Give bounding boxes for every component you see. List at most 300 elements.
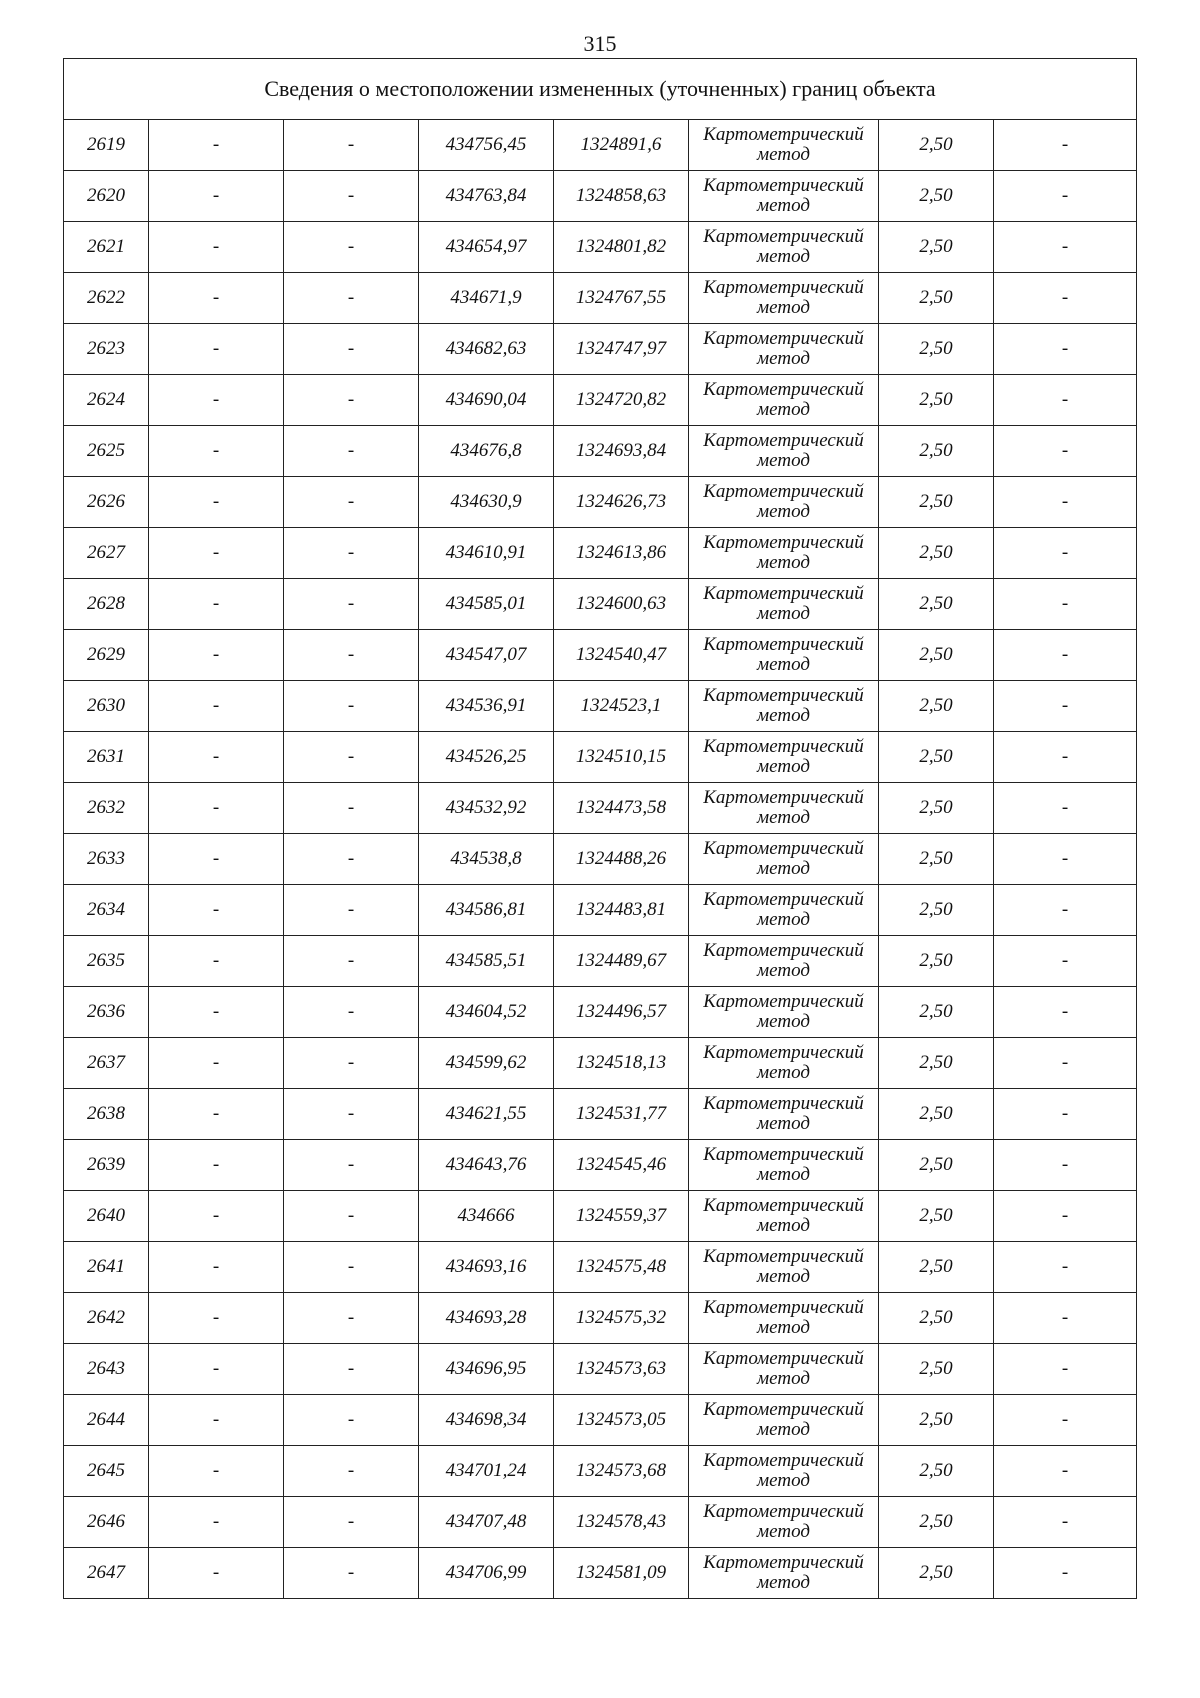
accuracy-cell: 2,50 — [879, 732, 994, 783]
x-coordinate-cell: 434701,24 — [419, 1446, 554, 1497]
point-number-cell: 2645 — [64, 1446, 149, 1497]
method-line-1: Картометрический — [703, 481, 864, 502]
method-line-2: метод — [757, 195, 810, 216]
empty-value-cell: - — [149, 630, 284, 681]
table-row — [64, 375, 1137, 426]
x-coordinate-cell: 434526,25 — [419, 732, 554, 783]
accuracy-cell: 2,50 — [879, 171, 994, 222]
point-number-cell: 2636 — [64, 987, 149, 1038]
method-line-2: метод — [757, 960, 810, 981]
y-coordinate-cell: 1324858,63 — [554, 171, 689, 222]
note-cell: - — [994, 1089, 1137, 1140]
note-cell: - — [994, 783, 1137, 834]
table-row — [64, 1140, 1137, 1191]
empty-value-cell: - — [284, 732, 419, 783]
point-number-cell: 2640 — [64, 1191, 149, 1242]
method-line-1: Картометрический — [703, 1297, 864, 1318]
point-number-cell: 2625 — [64, 426, 149, 477]
method-cell — [689, 1140, 879, 1191]
accuracy-cell: 2,50 — [879, 885, 994, 936]
table-row — [64, 1293, 1137, 1344]
method-cell — [689, 834, 879, 885]
note-cell: - — [994, 1293, 1137, 1344]
x-coordinate-cell: 434604,52 — [419, 987, 554, 1038]
y-coordinate-cell: 1324523,1 — [554, 681, 689, 732]
x-coordinate-cell: 434538,8 — [419, 834, 554, 885]
y-coordinate-cell: 1324891,6 — [554, 120, 689, 171]
table-row — [64, 834, 1137, 885]
accuracy-cell: 2,50 — [879, 1395, 994, 1446]
x-coordinate-cell: 434696,95 — [419, 1344, 554, 1395]
y-coordinate-cell: 1324720,82 — [554, 375, 689, 426]
table-title-row — [64, 59, 1137, 120]
table-row — [64, 579, 1137, 630]
method-line-1: Картометрический — [703, 634, 864, 655]
accuracy-cell: 2,50 — [879, 528, 994, 579]
y-coordinate-cell: 1324483,81 — [554, 885, 689, 936]
method-cell — [689, 120, 879, 171]
method-line-2: метод — [757, 1419, 810, 1440]
method-line-1: Картометрический — [703, 277, 864, 298]
note-cell: - — [994, 630, 1137, 681]
empty-value-cell: - — [284, 579, 419, 630]
y-coordinate-cell: 1324575,32 — [554, 1293, 689, 1344]
empty-value-cell: - — [284, 171, 419, 222]
note-cell: - — [994, 273, 1137, 324]
empty-value-cell: - — [149, 834, 284, 885]
method-line-2: метод — [757, 144, 810, 165]
method-line-2: метод — [757, 501, 810, 522]
method-line-2: метод — [757, 399, 810, 420]
point-number-cell: 2647 — [64, 1548, 149, 1599]
method-cell — [689, 222, 879, 273]
accuracy-cell: 2,50 — [879, 1446, 994, 1497]
x-coordinate-cell: 434585,51 — [419, 936, 554, 987]
point-number-cell: 2633 — [64, 834, 149, 885]
empty-value-cell: - — [284, 375, 419, 426]
method-cell — [689, 1293, 879, 1344]
method-line-2: метод — [757, 1113, 810, 1134]
method-line-1: Картометрический — [703, 1399, 864, 1420]
table-title: Сведения о местоположении измененных (уточненных) границ объекта — [64, 59, 1137, 120]
table-row — [64, 1038, 1137, 1089]
note-cell: - — [994, 528, 1137, 579]
point-number-cell: 2628 — [64, 579, 149, 630]
method-cell — [689, 1089, 879, 1140]
method-line-1: Картометрический — [703, 226, 864, 247]
note-cell: - — [994, 120, 1137, 171]
y-coordinate-cell: 1324575,48 — [554, 1242, 689, 1293]
empty-value-cell: - — [149, 1446, 284, 1497]
table-row — [64, 885, 1137, 936]
point-number-cell: 2644 — [64, 1395, 149, 1446]
y-coordinate-cell: 1324573,63 — [554, 1344, 689, 1395]
point-number-cell: 2642 — [64, 1293, 149, 1344]
accuracy-cell: 2,50 — [879, 222, 994, 273]
note-cell: - — [994, 426, 1137, 477]
table-row — [64, 732, 1137, 783]
x-coordinate-cell: 434536,91 — [419, 681, 554, 732]
accuracy-cell: 2,50 — [879, 477, 994, 528]
accuracy-cell: 2,50 — [879, 1191, 994, 1242]
point-number-cell: 2624 — [64, 375, 149, 426]
empty-value-cell: - — [284, 681, 419, 732]
empty-value-cell: - — [284, 222, 419, 273]
point-number-cell: 2623 — [64, 324, 149, 375]
accuracy-cell: 2,50 — [879, 375, 994, 426]
table-row — [64, 1242, 1137, 1293]
table-row — [64, 477, 1137, 528]
method-cell — [689, 1497, 879, 1548]
method-cell — [689, 681, 879, 732]
point-number-cell: 2634 — [64, 885, 149, 936]
empty-value-cell: - — [284, 834, 419, 885]
method-line-1: Картометрический — [703, 838, 864, 859]
y-coordinate-cell: 1324626,73 — [554, 477, 689, 528]
method-cell — [689, 528, 879, 579]
method-line-2: метод — [757, 1011, 810, 1032]
empty-value-cell: - — [284, 1497, 419, 1548]
empty-value-cell: - — [149, 426, 284, 477]
method-line-2: метод — [757, 297, 810, 318]
method-line-2: метод — [757, 858, 810, 879]
method-cell — [689, 630, 879, 681]
method-line-2: метод — [757, 1062, 810, 1083]
x-coordinate-cell: 434532,92 — [419, 783, 554, 834]
empty-value-cell: - — [149, 477, 284, 528]
accuracy-cell: 2,50 — [879, 426, 994, 477]
note-cell: - — [994, 171, 1137, 222]
empty-value-cell: - — [149, 1191, 284, 1242]
method-line-1: Картометрический — [703, 1042, 864, 1063]
y-coordinate-cell: 1324581,09 — [554, 1548, 689, 1599]
point-number-cell: 2630 — [64, 681, 149, 732]
empty-value-cell: - — [149, 579, 284, 630]
method-cell — [689, 1191, 879, 1242]
point-number-cell: 2646 — [64, 1497, 149, 1548]
x-coordinate-cell: 434585,01 — [419, 579, 554, 630]
x-coordinate-cell: 434630,9 — [419, 477, 554, 528]
table-row — [64, 1395, 1137, 1446]
method-cell — [689, 1242, 879, 1293]
point-number-cell: 2629 — [64, 630, 149, 681]
empty-value-cell: - — [284, 1446, 419, 1497]
note-cell: - — [994, 987, 1137, 1038]
note-cell: - — [994, 732, 1137, 783]
method-line-2: метод — [757, 756, 810, 777]
accuracy-cell: 2,50 — [879, 1242, 994, 1293]
x-coordinate-cell: 434706,99 — [419, 1548, 554, 1599]
empty-value-cell: - — [284, 1293, 419, 1344]
accuracy-cell: 2,50 — [879, 1548, 994, 1599]
method-line-1: Картометрический — [703, 532, 864, 553]
table-row — [64, 783, 1137, 834]
point-number-cell: 2632 — [64, 783, 149, 834]
method-line-1: Картометрический — [703, 124, 864, 145]
y-coordinate-cell: 1324545,46 — [554, 1140, 689, 1191]
x-coordinate-cell: 434682,63 — [419, 324, 554, 375]
note-cell: - — [994, 1191, 1137, 1242]
method-line-1: Картометрический — [703, 328, 864, 349]
table-row — [64, 630, 1137, 681]
method-cell — [689, 171, 879, 222]
accuracy-cell: 2,50 — [879, 120, 994, 171]
method-cell — [689, 375, 879, 426]
table-row — [64, 528, 1137, 579]
point-number-cell: 2621 — [64, 222, 149, 273]
method-cell — [689, 477, 879, 528]
table-row — [64, 987, 1137, 1038]
note-cell: - — [994, 1548, 1137, 1599]
empty-value-cell: - — [149, 375, 284, 426]
accuracy-cell: 2,50 — [879, 681, 994, 732]
method-line-1: Картометрический — [703, 1246, 864, 1267]
method-cell — [689, 1446, 879, 1497]
empty-value-cell: - — [284, 936, 419, 987]
x-coordinate-cell: 434690,04 — [419, 375, 554, 426]
y-coordinate-cell: 1324510,15 — [554, 732, 689, 783]
table-body — [64, 120, 1137, 1599]
accuracy-cell: 2,50 — [879, 273, 994, 324]
method-line-2: метод — [757, 807, 810, 828]
y-coordinate-cell: 1324488,26 — [554, 834, 689, 885]
method-line-2: метод — [757, 1164, 810, 1185]
table-row — [64, 1446, 1137, 1497]
empty-value-cell: - — [284, 1395, 419, 1446]
method-line-2: метод — [757, 1368, 810, 1389]
method-cell — [689, 579, 879, 630]
empty-value-cell: - — [149, 1548, 284, 1599]
method-cell — [689, 783, 879, 834]
method-line-1: Картометрический — [703, 685, 864, 706]
empty-value-cell: - — [149, 120, 284, 171]
method-line-2: метод — [757, 1521, 810, 1542]
point-number-cell: 2637 — [64, 1038, 149, 1089]
point-number-cell: 2638 — [64, 1089, 149, 1140]
y-coordinate-cell: 1324578,43 — [554, 1497, 689, 1548]
empty-value-cell: - — [149, 885, 284, 936]
method-line-1: Картометрический — [703, 379, 864, 400]
x-coordinate-cell: 434654,97 — [419, 222, 554, 273]
empty-value-cell: - — [284, 987, 419, 1038]
method-line-2: метод — [757, 1470, 810, 1491]
empty-value-cell: - — [284, 528, 419, 579]
method-line-1: Картометрический — [703, 175, 864, 196]
x-coordinate-cell: 434643,76 — [419, 1140, 554, 1191]
accuracy-cell: 2,50 — [879, 783, 994, 834]
method-line-2: метод — [757, 1266, 810, 1287]
accuracy-cell: 2,50 — [879, 1497, 994, 1548]
table-row — [64, 936, 1137, 987]
accuracy-cell: 2,50 — [879, 1344, 994, 1395]
empty-value-cell: - — [284, 1140, 419, 1191]
x-coordinate-cell: 434707,48 — [419, 1497, 554, 1548]
empty-value-cell: - — [149, 324, 284, 375]
empty-value-cell: - — [149, 1242, 284, 1293]
method-cell — [689, 426, 879, 477]
method-cell — [689, 1344, 879, 1395]
y-coordinate-cell: 1324540,47 — [554, 630, 689, 681]
empty-value-cell: - — [284, 1191, 419, 1242]
method-cell — [689, 1038, 879, 1089]
empty-value-cell: - — [149, 1089, 284, 1140]
method-cell — [689, 885, 879, 936]
method-line-1: Картометрический — [703, 940, 864, 961]
empty-value-cell: - — [149, 528, 284, 579]
note-cell: - — [994, 1140, 1137, 1191]
x-coordinate-cell: 434763,84 — [419, 171, 554, 222]
accuracy-cell: 2,50 — [879, 1089, 994, 1140]
method-line-2: метод — [757, 246, 810, 267]
method-line-1: Картометрический — [703, 736, 864, 757]
note-cell: - — [994, 834, 1137, 885]
x-coordinate-cell: 434756,45 — [419, 120, 554, 171]
point-number-cell: 2622 — [64, 273, 149, 324]
point-number-cell: 2631 — [64, 732, 149, 783]
method-line-1: Картометрический — [703, 583, 864, 604]
method-cell — [689, 1548, 879, 1599]
table-row — [64, 1089, 1137, 1140]
x-coordinate-cell: 434693,28 — [419, 1293, 554, 1344]
method-line-2: метод — [757, 1572, 810, 1593]
boundary-coordinates-table — [63, 58, 1137, 1599]
method-line-2: метод — [757, 450, 810, 471]
note-cell: - — [994, 579, 1137, 630]
point-number-cell: 2643 — [64, 1344, 149, 1395]
empty-value-cell: - — [149, 273, 284, 324]
accuracy-cell: 2,50 — [879, 1293, 994, 1344]
empty-value-cell: - — [284, 630, 419, 681]
note-cell: - — [994, 936, 1137, 987]
method-cell — [689, 1395, 879, 1446]
point-number-cell: 2620 — [64, 171, 149, 222]
accuracy-cell: 2,50 — [879, 1038, 994, 1089]
method-line-1: Картометрический — [703, 1450, 864, 1471]
empty-value-cell: - — [149, 1293, 284, 1344]
empty-value-cell: - — [284, 1089, 419, 1140]
empty-value-cell: - — [284, 1344, 419, 1395]
method-line-1: Картометрический — [703, 1348, 864, 1369]
method-line-2: метод — [757, 1317, 810, 1338]
accuracy-cell: 2,50 — [879, 834, 994, 885]
method-line-2: метод — [757, 348, 810, 369]
y-coordinate-cell: 1324518,13 — [554, 1038, 689, 1089]
point-number-cell: 2641 — [64, 1242, 149, 1293]
method-line-1: Картометрический — [703, 1144, 864, 1165]
x-coordinate-cell: 434610,91 — [419, 528, 554, 579]
y-coordinate-cell: 1324767,55 — [554, 273, 689, 324]
method-cell — [689, 936, 879, 987]
note-cell: - — [994, 375, 1137, 426]
method-cell — [689, 987, 879, 1038]
y-coordinate-cell: 1324613,86 — [554, 528, 689, 579]
point-number-cell: 2627 — [64, 528, 149, 579]
method-line-2: метод — [757, 909, 810, 930]
empty-value-cell: - — [149, 171, 284, 222]
note-cell: - — [994, 1395, 1137, 1446]
note-cell: - — [994, 1242, 1137, 1293]
method-line-1: Картометрический — [703, 1093, 864, 1114]
table-row — [64, 681, 1137, 732]
page-number: 315 — [583, 31, 617, 56]
empty-value-cell: - — [149, 1038, 284, 1089]
method-line-2: метод — [757, 552, 810, 573]
empty-value-cell: - — [284, 426, 419, 477]
method-cell — [689, 273, 879, 324]
accuracy-cell: 2,50 — [879, 630, 994, 681]
x-coordinate-cell: 434693,16 — [419, 1242, 554, 1293]
table-row — [64, 273, 1137, 324]
empty-value-cell: - — [149, 1395, 284, 1446]
table-row — [64, 1344, 1137, 1395]
table-row — [64, 222, 1137, 273]
note-cell: - — [994, 885, 1137, 936]
y-coordinate-cell: 1324473,58 — [554, 783, 689, 834]
method-line-1: Картометрический — [703, 1552, 864, 1573]
table-row — [64, 426, 1137, 477]
method-line-1: Картометрический — [703, 1501, 864, 1522]
accuracy-cell: 2,50 — [879, 987, 994, 1038]
note-cell: - — [994, 222, 1137, 273]
method-line-2: метод — [757, 1215, 810, 1236]
empty-value-cell: - — [149, 222, 284, 273]
empty-value-cell: - — [284, 1242, 419, 1293]
y-coordinate-cell: 1324573,05 — [554, 1395, 689, 1446]
note-cell: - — [994, 1497, 1137, 1548]
note-cell: - — [994, 1038, 1137, 1089]
method-cell — [689, 324, 879, 375]
x-coordinate-cell: 434621,55 — [419, 1089, 554, 1140]
x-coordinate-cell: 434666 — [419, 1191, 554, 1242]
point-number-cell: 2639 — [64, 1140, 149, 1191]
empty-value-cell: - — [149, 1140, 284, 1191]
empty-value-cell: - — [284, 273, 419, 324]
accuracy-cell: 2,50 — [879, 579, 994, 630]
empty-value-cell: - — [149, 681, 284, 732]
empty-value-cell: - — [284, 885, 419, 936]
empty-value-cell: - — [149, 987, 284, 1038]
x-coordinate-cell: 434547,07 — [419, 630, 554, 681]
y-coordinate-cell: 1324489,67 — [554, 936, 689, 987]
empty-value-cell: - — [149, 936, 284, 987]
y-coordinate-cell: 1324496,57 — [554, 987, 689, 1038]
empty-value-cell: - — [149, 1497, 284, 1548]
method-cell — [689, 732, 879, 783]
empty-value-cell: - — [284, 1548, 419, 1599]
point-number-cell: 2619 — [64, 120, 149, 171]
y-coordinate-cell: 1324693,84 — [554, 426, 689, 477]
accuracy-cell: 2,50 — [879, 324, 994, 375]
x-coordinate-cell: 434599,62 — [419, 1038, 554, 1089]
method-line-1: Картометрический — [703, 991, 864, 1012]
empty-value-cell: - — [284, 1038, 419, 1089]
table-row — [64, 171, 1137, 222]
empty-value-cell: - — [284, 120, 419, 171]
accuracy-cell: 2,50 — [879, 1140, 994, 1191]
y-coordinate-cell: 1324600,63 — [554, 579, 689, 630]
method-line-1: Картометрический — [703, 787, 864, 808]
point-number-cell: 2635 — [64, 936, 149, 987]
y-coordinate-cell: 1324559,37 — [554, 1191, 689, 1242]
table-row — [64, 120, 1137, 171]
point-number-cell: 2626 — [64, 477, 149, 528]
x-coordinate-cell: 434671,9 — [419, 273, 554, 324]
note-cell: - — [994, 1446, 1137, 1497]
empty-value-cell: - — [149, 1344, 284, 1395]
method-line-2: метод — [757, 603, 810, 624]
x-coordinate-cell: 434698,34 — [419, 1395, 554, 1446]
method-line-2: метод — [757, 705, 810, 726]
